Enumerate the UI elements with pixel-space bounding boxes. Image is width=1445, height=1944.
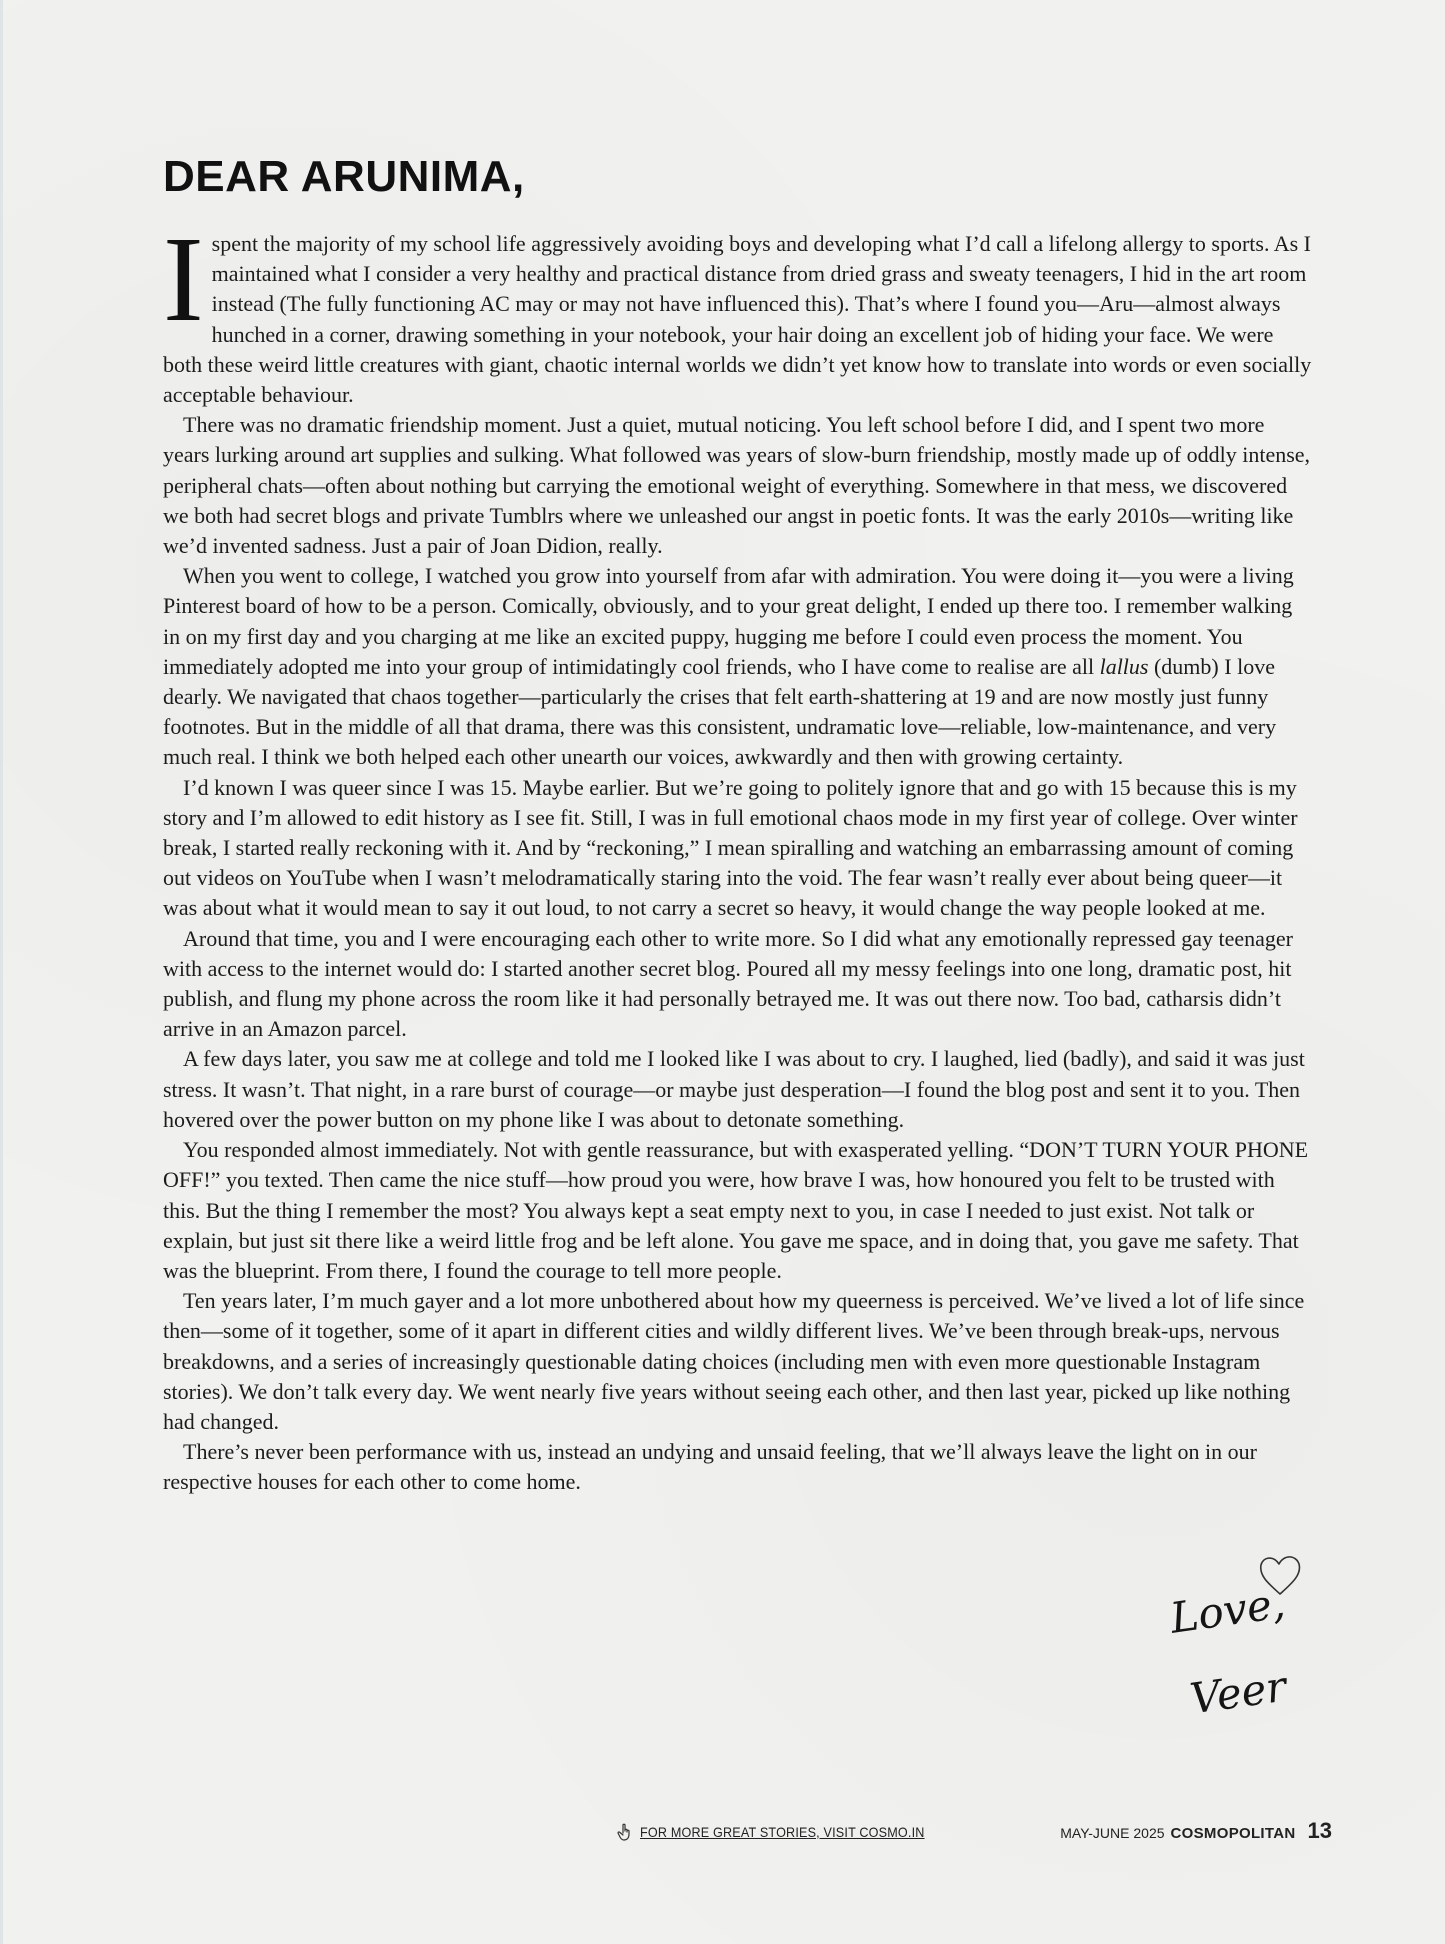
letter-paragraph: I’d known I was queer since I was 15. Maybe earlier. But we’re going to politely ignore that and go with 15 because this is my story and I’m allowed to edit history as I see fit. Still, I was in full emotional chaos mode in my first year of college. Over winter break, I started really reckoning with it. And by “reckoning,” I mean spiralling and watching an embarrassing amount of coming out videos on YouTube when I wasn’t melodramatically staring into the void. The fear wasn’t really ever about being queer—it was about what it would mean to say it out loud, to not carry a secret so heavy, it would change the way people looked at me. — [163, 774, 1298, 921]
paragraph-text: When you went to college, I watched you grow into yourself from afar with admiration. You were doing it—you were a living Pinterest board of how to be a person. Comically, obviously, and to your great delight, I ended up there too. I remember walking in on my first day and you charging at me like an excited puppy, hugging me before I could even process the moment. You immediately adopted me into your group of intimidatingly cool friends, who I have come to realise are all — [163, 563, 1294, 679]
letter-paragraph: There was no dramatic friendship moment. Just a quiet, mutual noticing. You left school before I did, and I spent two more years lurking around art supplies and sulking. What followed was years of slow-burn friendship, mostly made up of oddly intense, peripheral chats—often about nothing but carrying the emotional weight of everything. Somewhere in that mess, we discovered we both had secret blogs and private Tumblrs where we unleashed our angst in poetic fonts. It was the early 2010s—writing like we’d invented sadness. Just a pair of Joan Didion, really. — [163, 412, 1311, 559]
drop-cap: I — [163, 212, 204, 347]
italic-word: lallus — [1099, 653, 1149, 679]
signature — [1160, 1550, 1320, 1740]
salutation-heading: DEAR ARUNIMA, — [163, 152, 525, 201]
letter-paragraph: You responded almost immediately. Not with gentle reassurance, but with exasperated yelling. “DON’T TURN YOUR PHONE OFF!” you texted. Then came the nice stuff—how proud you were, how brave I was, how honoured you felt to be trusted with this. But the thing I remember the most? You always kept a seat empty next to you, in case I needed to just exist. Not talk or explain, but just sit there like a weird little frog and be left alone. You gave me space, and in doing that, you gave me safety. That was the blueprint. From there, I found the courage to tell more people. — [163, 1137, 1309, 1283]
letter-paragraph: Around that time, you and I were encouraging each other to write more. So I did what any emotionally repressed gay teenager with access to the internet would do: I started another secret blog. Poured all my messy feelings into one long, dramatic post, hit publish, and flung my phone across the room like it had personally betrayed me. It was out there now. Too bad, catharsis didn’t arrive in an Amazon parcel. — [163, 925, 1294, 1042]
issue-date: MAY-JUNE 2025 — [1060, 1825, 1165, 1841]
signature-name: Veer — [1187, 1661, 1290, 1724]
paragraph-text: (dumb) I love dearly. We navigated that chaos together—particularly the crises that felt earth-shattering at 19 and are now mostly just funny footnotes. But in the middle of all that drama, there was this consistent, undramatic love—reliable, low-maintenance, and very much real. I think we both helped each other unearth our voices, awkwardly and then with growing certainty. — [163, 653, 1277, 770]
letter-paragraph — [163, 561, 1313, 772]
signature-closing: Love, — [1167, 1578, 1288, 1643]
brand-name: COSMOPOLITAN — [1170, 1825, 1296, 1842]
footer-link[interactable]: FOR MORE GREAT STORIES, VISIT COSMO.IN — [640, 1824, 925, 1840]
letter-paragraph — [163, 212, 1313, 410]
paragraph-text: spent the majority of my school life aggressively avoiding boys and developing what I’d call a lifelong allergy to sports. As I maintained what I consider a very healthy and practical distance from dried grass and sweaty teenagers, I hid in the art room instead (The fully functioning AC may or may not have influenced this). That’s where I found you—Aru—almost always hunched in a corner, drawing something in your notebook, your hair doing an excellent job of hiding your face. We were both these weird little creatures with giant, chaotic internal worlds we didn’t yet know how to translate into words or even socially acceptable behaviour. — [163, 231, 1312, 408]
page-number: 13 — [1307, 1818, 1332, 1843]
page-edge — [0, 0, 3, 1944]
hand-pointer-icon — [616, 1823, 634, 1841]
letter-paragraph: There’s never been performance with us, instead an undying and unsaid feeling, that we’ll always leave the light on in our respective houses for each other to come home. — [163, 1439, 1257, 1495]
letter-paragraph: A few days later, you saw me at college and told me I looked like I was about to cry. I laughed, lied (badly), and said it was just stress. It wasn’t. That night, in a rare burst of courage—or maybe just desperation—I found the blog post and sent it to you. Then hovered over the power button on my phone like I was about to detonate something. — [163, 1046, 1305, 1132]
letter-body — [163, 212, 1313, 1498]
page-folio — [1060, 1818, 1332, 1844]
letter-paragraph: Ten years later, I’m much gayer and a lot more unbothered about how my queerness is perceived. We’ve lived a lot of life since then—some of it together, some of it apart in different cities and wildly different lives. We’ve been through break-ups, nervous breakdowns, and a series of increasingly questionable dating choices (including men with even more questionable Instagram stories). We don’t talk every day. We went nearly five years without seeing each other, and then last year, picked up like nothing had changed. — [163, 1288, 1305, 1434]
footer-promo[interactable] — [616, 1823, 956, 1841]
